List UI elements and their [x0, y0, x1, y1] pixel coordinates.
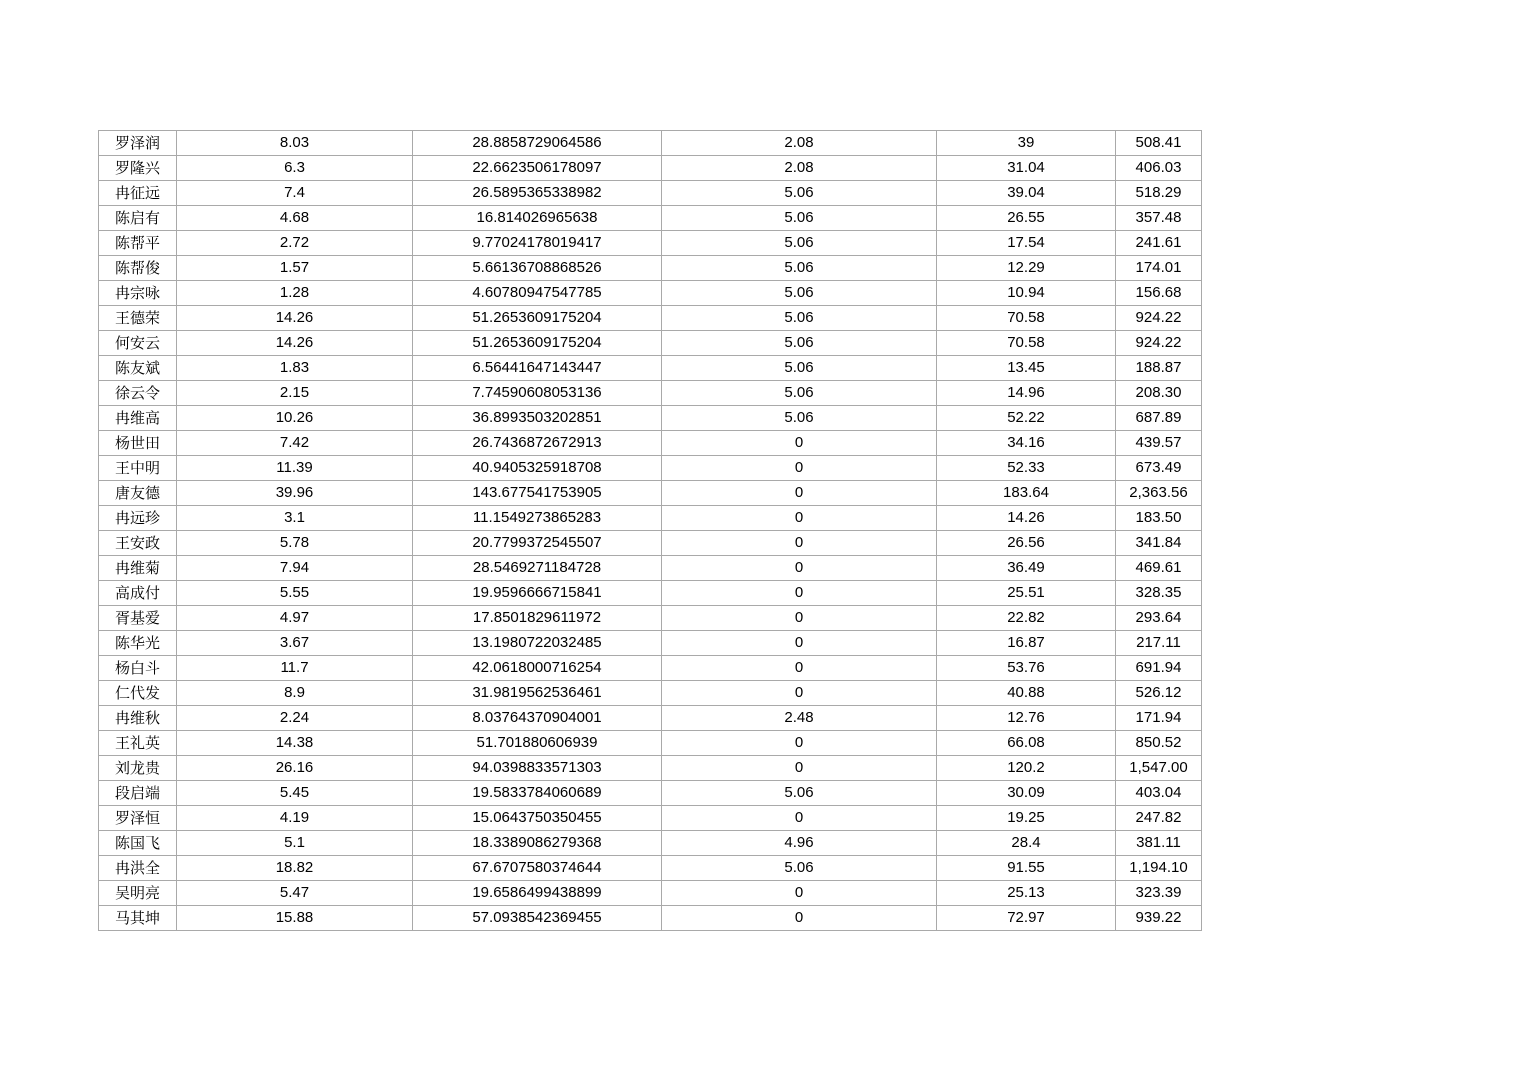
amount-cell: 508.41: [1116, 131, 1202, 156]
name-cell: 陈华光: [99, 631, 177, 656]
data-table: [98, 130, 1202, 931]
table-row: [99, 806, 1202, 831]
value-cell-1: 1.57: [177, 256, 413, 281]
name-cell: 罗隆兴: [99, 156, 177, 181]
value-cell-4: 70.58: [937, 306, 1116, 331]
value-cell-2: 143.677541753905: [413, 481, 662, 506]
value-cell-2: 94.0398833571303: [413, 756, 662, 781]
amount-cell: 439.57: [1116, 431, 1202, 456]
value-cell-3: 5.06: [662, 856, 937, 881]
value-cell-2: 19.6586499438899: [413, 881, 662, 906]
amount-cell: 357.48: [1116, 206, 1202, 231]
name-cell: 陈国飞: [99, 831, 177, 856]
value-cell-3: 0: [662, 731, 937, 756]
table-row: [99, 731, 1202, 756]
value-cell-1: 3.67: [177, 631, 413, 656]
value-cell-2: 19.5833784060689: [413, 781, 662, 806]
value-cell-4: 30.09: [937, 781, 1116, 806]
value-cell-2: 6.56441647143447: [413, 356, 662, 381]
amount-cell: 1,547.00: [1116, 756, 1202, 781]
value-cell-2: 67.6707580374644: [413, 856, 662, 881]
value-cell-1: 15.88: [177, 906, 413, 931]
name-cell: 冉维菊: [99, 556, 177, 581]
value-cell-2: 51.2653609175204: [413, 331, 662, 356]
name-cell: 冉维秋: [99, 706, 177, 731]
value-cell-1: 2.24: [177, 706, 413, 731]
table-row: [99, 331, 1202, 356]
name-cell: 罗泽润: [99, 131, 177, 156]
name-cell: 陈启有: [99, 206, 177, 231]
amount-cell: 241.61: [1116, 231, 1202, 256]
amount-cell: 1,194.10: [1116, 856, 1202, 881]
table-row: [99, 606, 1202, 631]
value-cell-1: 26.16: [177, 756, 413, 781]
value-cell-3: 0: [662, 581, 937, 606]
name-cell: 吴明亮: [99, 881, 177, 906]
value-cell-3: 5.06: [662, 281, 937, 306]
value-cell-3: 0: [662, 631, 937, 656]
value-cell-2: 28.5469271184728: [413, 556, 662, 581]
value-cell-4: 16.87: [937, 631, 1116, 656]
value-cell-2: 17.8501829611972: [413, 606, 662, 631]
value-cell-4: 12.76: [937, 706, 1116, 731]
value-cell-3: 5.06: [662, 381, 937, 406]
value-cell-4: 39.04: [937, 181, 1116, 206]
value-cell-3: 0: [662, 556, 937, 581]
amount-cell: 403.04: [1116, 781, 1202, 806]
amount-cell: 323.39: [1116, 881, 1202, 906]
name-cell: 陈帮俊: [99, 256, 177, 281]
value-cell-3: 5.06: [662, 781, 937, 806]
table-row: [99, 756, 1202, 781]
value-cell-3: 0: [662, 656, 937, 681]
value-cell-3: 0: [662, 506, 937, 531]
amount-cell: 171.94: [1116, 706, 1202, 731]
value-cell-1: 39.96: [177, 481, 413, 506]
value-cell-4: 14.96: [937, 381, 1116, 406]
amount-cell: 293.64: [1116, 606, 1202, 631]
value-cell-3: 0: [662, 806, 937, 831]
name-cell: 陈友斌: [99, 356, 177, 381]
value-cell-3: 0: [662, 456, 937, 481]
value-cell-2: 11.1549273865283: [413, 506, 662, 531]
value-cell-2: 18.3389086279368: [413, 831, 662, 856]
amount-cell: 518.29: [1116, 181, 1202, 206]
value-cell-4: 91.55: [937, 856, 1116, 881]
value-cell-4: 40.88: [937, 681, 1116, 706]
name-cell: 冉征远: [99, 181, 177, 206]
value-cell-1: 5.45: [177, 781, 413, 806]
value-cell-4: 52.22: [937, 406, 1116, 431]
table-row: [99, 406, 1202, 431]
amount-cell: 328.35: [1116, 581, 1202, 606]
value-cell-1: 5.55: [177, 581, 413, 606]
value-cell-1: 1.28: [177, 281, 413, 306]
table-row: [99, 256, 1202, 281]
name-cell: 仁代发: [99, 681, 177, 706]
amount-cell: 406.03: [1116, 156, 1202, 181]
amount-cell: 469.61: [1116, 556, 1202, 581]
value-cell-3: 5.06: [662, 356, 937, 381]
value-cell-4: 28.4: [937, 831, 1116, 856]
name-cell: 王安政: [99, 531, 177, 556]
value-cell-3: 5.06: [662, 406, 937, 431]
name-cell: 马其坤: [99, 906, 177, 931]
value-cell-3: 0: [662, 756, 937, 781]
value-cell-1: 3.1: [177, 506, 413, 531]
amount-cell: 691.94: [1116, 656, 1202, 681]
value-cell-3: 2.48: [662, 706, 937, 731]
value-cell-2: 5.66136708868526: [413, 256, 662, 281]
amount-cell: 850.52: [1116, 731, 1202, 756]
value-cell-2: 31.9819562536461: [413, 681, 662, 706]
value-cell-4: 22.82: [937, 606, 1116, 631]
value-cell-4: 120.2: [937, 756, 1116, 781]
amount-cell: 526.12: [1116, 681, 1202, 706]
table-row: [99, 656, 1202, 681]
value-cell-2: 36.8993503202851: [413, 406, 662, 431]
value-cell-4: 66.08: [937, 731, 1116, 756]
value-cell-4: 12.29: [937, 256, 1116, 281]
table-row: [99, 356, 1202, 381]
value-cell-1: 14.26: [177, 331, 413, 356]
table-row: [99, 231, 1202, 256]
table-row: [99, 156, 1202, 181]
amount-cell: 247.82: [1116, 806, 1202, 831]
name-cell: 唐友德: [99, 481, 177, 506]
value-cell-1: 11.7: [177, 656, 413, 681]
amount-cell: 924.22: [1116, 331, 1202, 356]
amount-cell: 188.87: [1116, 356, 1202, 381]
table-row: [99, 556, 1202, 581]
amount-cell: 939.22: [1116, 906, 1202, 931]
value-cell-4: 53.76: [937, 656, 1116, 681]
value-cell-1: 7.42: [177, 431, 413, 456]
value-cell-4: 183.64: [937, 481, 1116, 506]
name-cell: 徐云令: [99, 381, 177, 406]
table-row: [99, 206, 1202, 231]
value-cell-4: 31.04: [937, 156, 1116, 181]
value-cell-3: 5.06: [662, 206, 937, 231]
table-row: [99, 481, 1202, 506]
table-row: [99, 706, 1202, 731]
value-cell-1: 4.97: [177, 606, 413, 631]
value-cell-2: 57.0938542369455: [413, 906, 662, 931]
value-cell-1: 5.1: [177, 831, 413, 856]
value-cell-3: 2.08: [662, 131, 937, 156]
value-cell-4: 70.58: [937, 331, 1116, 356]
value-cell-2: 51.2653609175204: [413, 306, 662, 331]
table-row: [99, 181, 1202, 206]
value-cell-3: 5.06: [662, 306, 937, 331]
table-row: [99, 781, 1202, 806]
name-cell: 刘龙贵: [99, 756, 177, 781]
value-cell-1: 18.82: [177, 856, 413, 881]
value-cell-2: 22.6623506178097: [413, 156, 662, 181]
value-cell-3: 0: [662, 531, 937, 556]
value-cell-2: 19.9596666715841: [413, 581, 662, 606]
table-row: [99, 431, 1202, 456]
amount-cell: 924.22: [1116, 306, 1202, 331]
value-cell-1: 8.03: [177, 131, 413, 156]
value-cell-3: 2.08: [662, 156, 937, 181]
table-row: [99, 381, 1202, 406]
name-cell: 罗泽恒: [99, 806, 177, 831]
value-cell-2: 42.0618000716254: [413, 656, 662, 681]
amount-cell: 156.68: [1116, 281, 1202, 306]
value-cell-4: 10.94: [937, 281, 1116, 306]
value-cell-4: 36.49: [937, 556, 1116, 581]
table-row: [99, 856, 1202, 881]
value-cell-3: 0: [662, 481, 937, 506]
name-cell: 王德荣: [99, 306, 177, 331]
value-cell-4: 19.25: [937, 806, 1116, 831]
value-cell-3: 5.06: [662, 231, 937, 256]
value-cell-4: 39: [937, 131, 1116, 156]
value-cell-4: 17.54: [937, 231, 1116, 256]
value-cell-2: 7.74590608053136: [413, 381, 662, 406]
value-cell-2: 13.1980722032485: [413, 631, 662, 656]
value-cell-1: 5.47: [177, 881, 413, 906]
value-cell-2: 26.5895365338982: [413, 181, 662, 206]
value-cell-1: 14.26: [177, 306, 413, 331]
name-cell: 冉远珍: [99, 506, 177, 531]
table-row: [99, 581, 1202, 606]
value-cell-2: 20.7799372545507: [413, 531, 662, 556]
table-row: [99, 456, 1202, 481]
value-cell-2: 28.8858729064586: [413, 131, 662, 156]
name-cell: 杨世田: [99, 431, 177, 456]
value-cell-1: 10.26: [177, 406, 413, 431]
value-cell-2: 51.701880606939: [413, 731, 662, 756]
table-row: [99, 281, 1202, 306]
name-cell: 何安云: [99, 331, 177, 356]
amount-cell: 341.84: [1116, 531, 1202, 556]
name-cell: 冉宗咏: [99, 281, 177, 306]
amount-cell: 687.89: [1116, 406, 1202, 431]
value-cell-1: 2.15: [177, 381, 413, 406]
name-cell: 陈帮平: [99, 231, 177, 256]
amount-cell: 217.11: [1116, 631, 1202, 656]
name-cell: 段启端: [99, 781, 177, 806]
amount-cell: 183.50: [1116, 506, 1202, 531]
value-cell-1: 14.38: [177, 731, 413, 756]
value-cell-4: 25.51: [937, 581, 1116, 606]
table-row: [99, 306, 1202, 331]
value-cell-4: 14.26: [937, 506, 1116, 531]
value-cell-2: 40.9405325918708: [413, 456, 662, 481]
value-cell-1: 7.4: [177, 181, 413, 206]
value-cell-4: 25.13: [937, 881, 1116, 906]
value-cell-3: 5.06: [662, 331, 937, 356]
table-row: [99, 831, 1202, 856]
amount-cell: 381.11: [1116, 831, 1202, 856]
value-cell-2: 15.0643750350455: [413, 806, 662, 831]
amount-cell: 2,363.56: [1116, 481, 1202, 506]
value-cell-4: 13.45: [937, 356, 1116, 381]
name-cell: 王礼英: [99, 731, 177, 756]
value-cell-4: 52.33: [937, 456, 1116, 481]
value-cell-3: 0: [662, 431, 937, 456]
name-cell: 胥基爱: [99, 606, 177, 631]
value-cell-1: 8.9: [177, 681, 413, 706]
table-row: [99, 906, 1202, 931]
amount-cell: 174.01: [1116, 256, 1202, 281]
value-cell-4: 26.55: [937, 206, 1116, 231]
table-row: [99, 506, 1202, 531]
value-cell-1: 1.83: [177, 356, 413, 381]
value-cell-3: 0: [662, 881, 937, 906]
value-cell-2: 16.814026965638: [413, 206, 662, 231]
amount-cell: 673.49: [1116, 456, 1202, 481]
value-cell-3: 5.06: [662, 181, 937, 206]
name-cell: 高成付: [99, 581, 177, 606]
table-row: [99, 631, 1202, 656]
value-cell-2: 9.77024178019417: [413, 231, 662, 256]
value-cell-3: 0: [662, 606, 937, 631]
value-cell-1: 11.39: [177, 456, 413, 481]
value-cell-4: 34.16: [937, 431, 1116, 456]
amount-cell: 208.30: [1116, 381, 1202, 406]
table-row: [99, 881, 1202, 906]
value-cell-1: 4.68: [177, 206, 413, 231]
value-cell-1: 4.19: [177, 806, 413, 831]
name-cell: 王中明: [99, 456, 177, 481]
value-cell-3: 5.06: [662, 256, 937, 281]
value-cell-4: 72.97: [937, 906, 1116, 931]
value-cell-1: 7.94: [177, 556, 413, 581]
value-cell-1: 2.72: [177, 231, 413, 256]
value-cell-4: 26.56: [937, 531, 1116, 556]
table-body: [99, 131, 1202, 931]
value-cell-2: 26.7436872672913: [413, 431, 662, 456]
name-cell: 冉洪全: [99, 856, 177, 881]
value-cell-3: 0: [662, 681, 937, 706]
value-cell-1: 6.3: [177, 156, 413, 181]
value-cell-1: 5.78: [177, 531, 413, 556]
table-row: [99, 131, 1202, 156]
table-row: [99, 531, 1202, 556]
value-cell-2: 8.03764370904001: [413, 706, 662, 731]
name-cell: 杨白斗: [99, 656, 177, 681]
value-cell-2: 4.60780947547785: [413, 281, 662, 306]
value-cell-3: 4.96: [662, 831, 937, 856]
name-cell: 冉维高: [99, 406, 177, 431]
table-row: [99, 681, 1202, 706]
value-cell-3: 0: [662, 906, 937, 931]
